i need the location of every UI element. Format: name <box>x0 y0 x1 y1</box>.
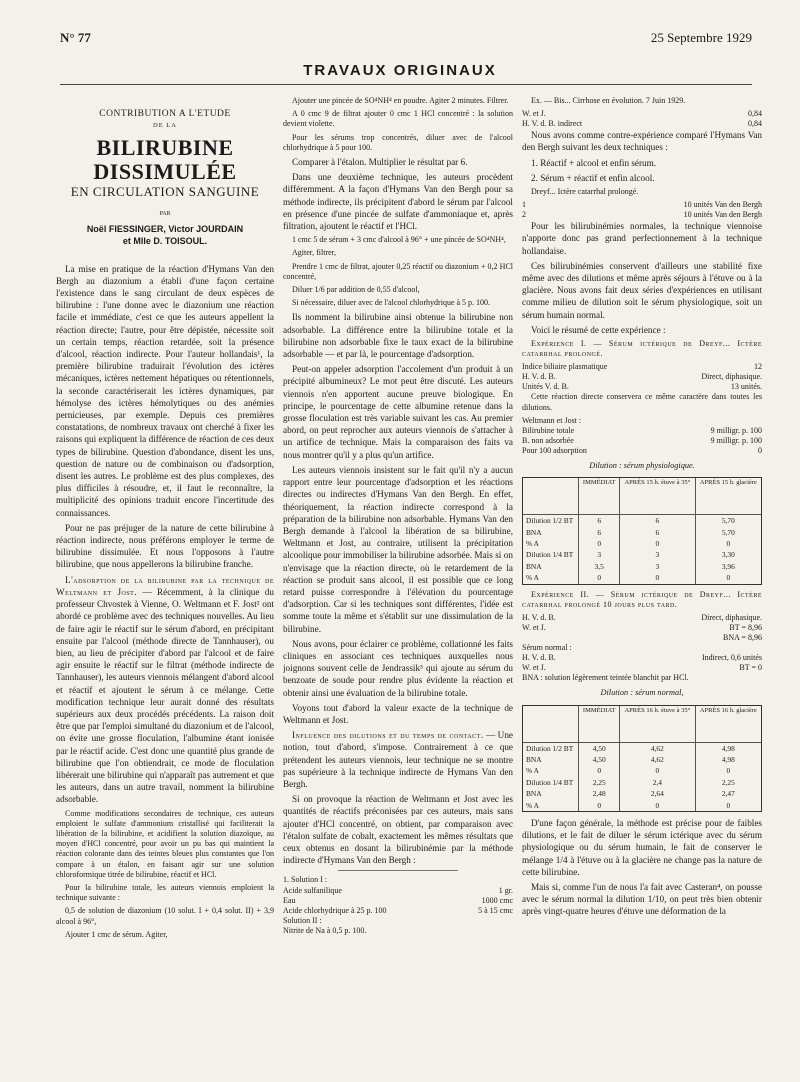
example-rows <box>522 109 762 129</box>
column-header <box>523 478 579 515</box>
table-cell: 0 <box>620 765 695 776</box>
table-cell: BNA <box>526 754 542 764</box>
table-row <box>523 549 761 560</box>
column-header: IMMÉDIAT <box>579 478 620 515</box>
value-cell: Pour 100 adsorption <box>522 446 587 456</box>
table-row <box>523 742 761 754</box>
value-cell: 0,84 <box>748 119 762 129</box>
value-cell: 1 gr. <box>498 885 513 895</box>
paragraph: Cette réaction directe conservera ce même caractère dans toutes les dilutions. <box>522 392 762 412</box>
table-cell: % A <box>526 800 539 810</box>
value-cell: W. et J. <box>522 109 546 119</box>
value-cell: H. V. d. B. <box>522 653 556 663</box>
paragraph <box>283 729 513 790</box>
value-row <box>522 623 762 633</box>
article-title: BILIRUBINE DISSIMULÉE <box>93 135 237 185</box>
paragraph: Ajouter 1 cmc de sérum. Agiter, <box>65 929 168 939</box>
table-cell: % A <box>526 766 539 776</box>
table-cell: 0 <box>695 538 761 549</box>
value-cell: W. et J. <box>522 663 546 673</box>
table-cell: 2,4 <box>620 777 695 788</box>
normal-serum-heading: Sérum normal : <box>522 643 572 653</box>
table-cell: Dilution 1/4 BT <box>526 550 574 560</box>
table-caption: Dilution : sérum physiologique. <box>589 461 695 471</box>
paragraph: Pour les bilirubinémies normales, la technique viennoise n'apporte donc pas grand perfectionnement à la technique hollandaise. <box>522 221 762 256</box>
table-row <box>523 561 761 572</box>
data-table <box>522 477 762 584</box>
paragraph: Nous avons, pour éclairer ce problème, collationné les faits cliniques en associant ces techniques auxquelles nous joignons souvent celle de Jendrassik³ qui ajoute au sérum du benzoate de soude pour rendre plus évidente la réaction et obtenir ainsi une évaluation de la bilirubine totale. <box>283 638 513 698</box>
table-row <box>523 754 761 765</box>
paragraph: 1 cmc 5 de sérum + 3 cmc d'alcool à 96° + une pincée de SO⁴NH⁴, <box>292 235 506 245</box>
value-row <box>283 886 513 896</box>
value-cell: Indice biliaire plasmatique <box>522 362 608 372</box>
value-row <box>522 426 762 436</box>
paragraph <box>56 574 274 806</box>
article-kicker: CONTRIBUTION A L'ETUDE <box>99 109 231 119</box>
value-cell: Unités V. d. B. <box>522 382 569 392</box>
value-cell: 1000 cmc <box>481 895 513 905</box>
paragraph: Ils nomment la bilirubine ainsi obtenue la bilirubine non adsorbable. La différence entre la bilirubine totale et la bilirubine non adsorbable fixe le taux exact de la bilirubine adsorbable — et par là, le pourcentage d'adsorption. <box>283 312 513 360</box>
table-cell: 4,98 <box>695 742 761 754</box>
value-row <box>522 653 762 663</box>
paragraph: Agiter, filtrer, <box>292 248 337 258</box>
paragraph: Pour les sérums trop concentrés, diluer avec de l'alcool chlorhydrique à 5 pour 100. <box>283 132 513 152</box>
table-cell: Dilution 1/2 BT <box>526 516 574 526</box>
experiment-heading: Expérience I. — Sérum ictérique de Dreyf... Ictère catarrhal prolongé. <box>522 339 762 359</box>
value-row <box>522 633 762 643</box>
value-row <box>283 926 513 936</box>
paragraph: Mais si, comme l'un de nous l'a fait avec Casteran⁴, on pousse avec le sérum normal la dilution 1/10, on peut très bien obtenir après vingt-quatre heures d'étuve une déformation de la <box>522 881 762 917</box>
column-header: APRÈS 16 h. étuve à 35° <box>620 706 695 743</box>
table-cell: 0 <box>620 538 695 549</box>
paragraph: Ces bilirubinémies conservent d'ailleurs une stabilité fixe même avec des dilutions et même après séjours à l'étuve ou à la glacière. Nous avons fait deux séries d'expériences en utilisant comme milieu de dilution soit le sérum physiologique, soit un sérum humain normal. <box>522 260 762 320</box>
table-cell: 5,70 <box>695 515 761 527</box>
table-cell: 3,5 <box>579 561 620 572</box>
paragraph: Comparer à l'étalon. Multiplier le résultat par 6. <box>292 157 468 168</box>
paragraph: La mise en pratique de la réaction d'Hymans Van den Bergh au diazonium a établi d'une façon certaine l'existence dans le sang circulant de deux espèces de bilirubine : l'une donne avec le diazonium une réaction facile et immédiate, c'est ce que les auteurs appellent la réaction directe; l'autre, pour être dépistée, nécessite soit un certain temps, réaction retardée, soit la présence d'alcool, réaction indirecte. Pour l'auteur hollandais¹, la première bilirubine traduirait l'évolution des ictères mécaniques, ictères nettement hépatiques ou rétentionnels, la seconde caractériserait les ictères dynamiques, par hémolyse des ictères hémolytiques ou des anémies pernicieuses, par exemple. Depuis ces premières constatations, de nombreux travaux ont cherché à fixer les raisons qui expliquent la différence de réaction de ces deux types de bilirubine. Question d'abondance, disent les uns, question de nature ou de combinaison ou d'adsorption, disent les autres. Le problème est des plus complexes, des plus difficiles à résoudre, et, il faut le reconnaître, la multiplicité des opinions traduit encore l'incertitude des connaissances. <box>56 263 274 518</box>
value-cell: Direct, diphasique. <box>701 613 762 623</box>
table-row <box>523 572 761 583</box>
value-row <box>522 673 762 683</box>
table-cell: 3,96 <box>695 561 761 572</box>
paragraph-text: — Une notion, tout d'abord, s'impose. Contrairement à ce que prétendent les auteurs viennois, leur technique ne se montre pas supérieure à la technique indirecte de Hymans Van den Bergh. <box>283 730 513 789</box>
column-header: APRÈS 16 h. glacière <box>695 706 761 743</box>
authors-line-2: et Mlle D. TOISOUL. <box>122 235 208 246</box>
table-cell: 6 <box>620 527 695 538</box>
experiment-rows <box>522 653 762 683</box>
value-cell: BT = 8,96 <box>729 623 762 633</box>
value-cell: Acide chlorhydrique à 25 p. 100 <box>283 905 387 915</box>
value-cell: Acide sulfanilique <box>283 885 342 895</box>
paragraph: Nous avons comme contre-expérience comparé l'Hymans Van den Bergh suivant les deux techniques : <box>522 130 762 153</box>
table-cell: 0 <box>579 765 620 776</box>
table-cell: 0 <box>579 800 620 811</box>
paragraph: D'une façon générale, la méthode est précise pour de faibles dilutions, et le fait de diluer le sérum ictérique avec du sérum physiologique ou du sérum humain, le fait de conserver le mélange 1/4 à l'étuve ou à la glacière ne change pas la nature de cette bilirubine. <box>522 817 762 877</box>
column-header <box>523 706 579 743</box>
value-cell: Bilirubine totale <box>522 426 575 436</box>
authors-line-1: Noël FIESSINGER, Victor JOURDAIN <box>86 223 244 234</box>
table-cell: 2,25 <box>579 777 620 788</box>
paragraph: Les auteurs viennois insistent sur le fait qu'il n'y a aucun rapport entre leur pourcentage d'adsorption et les réactions directes ou indirectes d'Hymans Van den Bergh. En effet, théoriquement, la réaction indirecte correspond à la préparation de la bilirubine non adsorbable. Hymans Van den Bergh demande à l'alcool la libération de sa bilirubine, Weltmann et Jost, au contraire, utilisent la précipitation alcoolique pour immobiliser la bilirubine adsorbée. Mais si on n'envisage que la réaction directe, où le retardement de la réaction se produit sans alcool, il est possible que ce long retard puisse correspondre à l'élévation du pourcentage d'adsorption. Car si les techniques sont différentes, l'idée est somme toute la même et s'établit sur une dissimulation de la bilirubine. <box>283 464 513 634</box>
table-cell: 0 <box>695 765 761 776</box>
value-cell: 2 <box>522 210 526 220</box>
table-caption: Dilution : sérum normal, <box>600 688 684 698</box>
paragraph: Prendre 1 cmc de filtrat, ajouter 0,25 réactif ou diazonium + 0,2 HCl concentré, <box>283 261 513 281</box>
table-cell: 4,50 <box>579 742 620 754</box>
table-header-row <box>523 478 761 515</box>
wj-rows <box>522 426 762 456</box>
value-cell: BT = 0 <box>739 663 762 673</box>
table-cell: BNA <box>526 561 542 571</box>
section-title: TRAVAUX ORIGINAUX <box>303 62 497 79</box>
value-cell: B. non adsorbée <box>522 436 574 446</box>
authors <box>56 223 274 247</box>
table-row <box>523 515 761 527</box>
table-cell: 6 <box>579 515 620 527</box>
paragraph: Comme modifications secondaires de technique, ces auteurs emploient le sulfate d'ammonium cristallisé qui faciliterait la libération de la bilirubine, et acidifient la solution diazoïque, au moyen d'HCl concentré, pour avoir un pu bas qui maintient la réaction colorante dans des teintes bleues plus constantes que l'on compare à un étalon, en faisant agir sur une solution chloroformique titrée de bilirubine, réactif et HCl. <box>56 808 274 879</box>
table-row <box>523 765 761 776</box>
experiment-heading: Expérience II. — Sérum ictérique de Dreyf... Ictère catarrhal prolongé 10 jours plus tard. <box>522 589 762 609</box>
table-row <box>523 527 761 538</box>
table-row <box>523 788 761 799</box>
value-row <box>283 896 513 906</box>
value-cell: 10 unités Van den Bergh <box>683 200 762 210</box>
footnote-list <box>283 926 513 936</box>
value-cell: Direct, diphasique. <box>701 372 762 382</box>
value-row <box>522 372 762 382</box>
value-cell: 0 <box>758 446 762 456</box>
table-cell: 0 <box>695 800 761 811</box>
value-cell: BNA : solution légèrement teintée blanchit par HCl. <box>522 673 689 683</box>
value-cell: Indirect, 0,6 unités <box>702 653 762 663</box>
footnote-rule <box>338 870 458 871</box>
value-cell: 5 à 15 cmc <box>478 905 513 915</box>
footnote-title: Solution II : <box>283 915 322 925</box>
table-cell: 2,47 <box>695 788 761 799</box>
paragraph: A 0 cmc 9 de filtrat ajouter 0 cmc 1 HCl concentré : la solution devient violette. <box>283 109 513 129</box>
paragraph: Peut-on appeler adsorption l'accolement d'un produit à un précipité albumineux? Le mot peut être discuté. Les auteurs viennois n'en apportent aucune preuve biologique. En principe, le pourcentage de cette albumine retenue dans la grosse floculation est très variable suivant les cas. Au premier abord, on peut reprocher aux auteurs viennois de s'attacher à un artifice de technique. Mais la comparaison des faits va nous montrer qu'il y a plus qu'un artifice. <box>283 364 513 460</box>
table-cell: 2,64 <box>620 788 695 799</box>
table-cell: 4,62 <box>620 754 695 765</box>
value-cell: H. V. d. B. <box>522 613 556 623</box>
value-cell: 12 <box>754 362 762 372</box>
value-cell: Eau <box>283 895 296 905</box>
list-item: 1. Réactif + alcool et enfin sérum. <box>531 157 657 168</box>
column-header: IMMÉDIAT <box>579 706 620 743</box>
table-cell: 6 <box>579 527 620 538</box>
value-cell: 9 milligr. p. 100 <box>710 436 762 446</box>
table-cell: 0 <box>695 572 761 583</box>
value-row <box>522 436 762 446</box>
table-cell: 2,25 <box>695 777 761 788</box>
issue-number: N° 77 <box>60 30 91 45</box>
issue-date: 25 Septembre 1929 <box>650 30 752 45</box>
table-cell: 3,30 <box>695 549 761 560</box>
table-cell: 0 <box>620 800 695 811</box>
experiment-rows <box>522 613 762 643</box>
table-row <box>523 800 761 811</box>
table-cell: 5,70 <box>695 527 761 538</box>
column-3 <box>522 96 762 1076</box>
value-row <box>522 613 762 623</box>
paragraph: Pour la bilirubine totale, les auteurs viennois emploient la technique suivante : <box>56 882 274 903</box>
example-rows <box>522 200 762 220</box>
paragraph: Si on provoque la réaction de Weltmann et Jost avec les quantités de réactifs préconisées par ces auteurs, mais sans ajouter d'HCl concentré, on obtient, par comparaison avec l'étalon sulfate de cobalt, exactement les mêmes résultats que ceux obtenus en dosant la bilirubinémie par la méthode indirecte d'Hymans Van den Bergh : <box>283 794 513 866</box>
column-2 <box>283 96 513 1076</box>
column-1 <box>56 96 274 1076</box>
header-rule <box>60 84 752 85</box>
value-row <box>283 906 513 916</box>
table-cell: % A <box>526 573 539 583</box>
value-row <box>522 210 762 220</box>
example-heading: Ex. — Bis... Cirrhose en évolution. 7 Juin 1929. <box>531 96 686 105</box>
table-cell: 3 <box>620 561 695 572</box>
paragraph: Ajouter une pincée de SO⁴NH⁴ en poudre. Agiter 2 minutes. Filtrer. <box>292 96 509 105</box>
byline-par: PAR <box>159 211 171 218</box>
column-header: APRÈS 15 h. glacière <box>695 478 761 515</box>
value-row <box>522 382 762 392</box>
value-cell: H. V. d. B. <box>522 372 556 382</box>
table-cell: % A <box>526 539 539 549</box>
value-row <box>522 362 762 372</box>
value-cell: Nitrite de Na à 0,5 p. 100. <box>283 925 367 935</box>
value-cell: 13 unités. <box>730 382 762 392</box>
value-cell: 0,84 <box>748 109 762 119</box>
paragraph-text: — Récemment, à la clinique du professeur Chvostek à Vienne, O. Weltmann et F. Jost² ont abordé ce problème avec des techniques nouvelles. Au lieu de faire agir le réactif sur le sérum d'abord, en précipitant ensuite par l'alcool (méthode directe de Tannhauser), ou bien, au lieu de précipiter d'abord par l'alcool et de faire agir ensuite le réactif sur le filtrat (méthode indirecte de Tannhauser), les auteurs viennois mélangent d'abord alcool et réactif et ajoutent le sérum à ce mélange. Cette modification technique leur aurait donné des résultats supérieurs aux deux procédés précédents. La raison doit être que par l'emploi simultané du diazonium et de l'alcool, on évite une grosse floculation, l'albumine étant ionisée par le réactif acide. C'est donc une quantité plus grande de bilirubine que l'on obtiendrait, ce mode de floculation libérerait une bilirubine qui n'apparaît pas autrement et que les auteurs, dans un autre travail, nomment la bilirubine adsorbable. <box>56 586 274 805</box>
table-cell: 4,62 <box>620 742 695 754</box>
table-cell: 2,48 <box>579 788 620 799</box>
table-cell: 3 <box>579 549 620 560</box>
value-cell: W. et J. <box>522 623 546 633</box>
column-header: APRÈS 15 h. étuve à 35° <box>620 478 695 515</box>
table-cell: Dilution 1/4 BT <box>526 777 574 787</box>
value-cell: 1 <box>522 200 526 210</box>
value-cell: 9 milligr. p. 100 <box>710 426 762 436</box>
table-cell: 0 <box>579 572 620 583</box>
subsection-heading: Influence des dilutions et du temps de contact. <box>292 730 484 741</box>
paragraph: Dans une deuxième technique, les auteurs procèdent différemment. A la façon d'Hymans Van den Bergh pour sa méthode indirecte, ils précipitent d'abord le sérum par l'alcool en présence d'une pincée de sulfate d'ammoniaque et, après filtration, ajoutent le réactif et l'HCl. <box>283 172 513 232</box>
value-row <box>522 119 762 129</box>
table <box>523 478 761 583</box>
footnote-list <box>283 886 513 916</box>
wj-heading: Weltmann et Jost : <box>522 415 582 425</box>
experiment-rows <box>522 362 762 392</box>
value-row <box>522 200 762 210</box>
list-item: 2. Sérum + réactif et enfin alcool. <box>531 172 655 183</box>
table-cell: 3 <box>620 549 695 560</box>
table <box>523 706 761 811</box>
value-cell: 10 unités Van den Bergh <box>683 210 762 220</box>
paragraph: Si nécessaire, diluer avec de l'alcool chlorhydrique à 5 p. 100. <box>292 298 491 308</box>
value-cell: H. V. d. B. indirect <box>522 119 583 129</box>
value-row <box>522 446 762 456</box>
value-row <box>522 109 762 119</box>
paragraph: Diluer 1/6 par addition de 0,55 d'alcool, <box>292 285 420 295</box>
footnote-title: 1. Solution I : <box>283 875 328 885</box>
article-subtitle: EN CIRCULATION SANGUINE <box>70 184 260 200</box>
paragraph: Voici le résumé de cette expérience : <box>531 324 666 335</box>
paragraph: 0,5 de solution de diazonium (10 solut. I + 0,4 solut. II) + 3,9 alcool à 96°, <box>56 906 274 926</box>
table-cell: BNA <box>526 527 542 537</box>
table-cell: Dilution 1/2 BT <box>526 743 574 753</box>
table-cell: 4,50 <box>579 754 620 765</box>
table-row <box>523 538 761 549</box>
table-cell: 0 <box>579 538 620 549</box>
value-row <box>522 663 762 673</box>
table-row <box>523 777 761 788</box>
value-cell: BNA = 8,96 <box>723 633 762 643</box>
subsection-heading: L'adsorption de la bilirubine par la technique de Weltmann et Jost. <box>56 574 274 597</box>
data-table <box>522 705 762 812</box>
page-header <box>60 30 752 52</box>
table-header-row <box>523 706 761 743</box>
paragraph: Pour ne pas préjuger de la nature de cette bilirubine à réaction indirecte, nous préférons employer le terme de bilirubine dissimulée. Et nous l'opposons à l'autre bilirubine, que nous appellerons la bilirubine franche. <box>56 522 274 570</box>
table-cell: 0 <box>620 572 695 583</box>
article-kicker-2: DE LA <box>153 122 177 130</box>
table-cell: BNA <box>526 789 542 799</box>
paragraph: Voyons tout d'abord la valeur exacte de la technique de Weltmann et Jost. <box>283 702 513 725</box>
table-cell: 6 <box>620 515 695 527</box>
table-cell: 4,98 <box>695 754 761 765</box>
example-heading: Dreyf... Ictère catarrhal prolongé. <box>531 187 639 197</box>
